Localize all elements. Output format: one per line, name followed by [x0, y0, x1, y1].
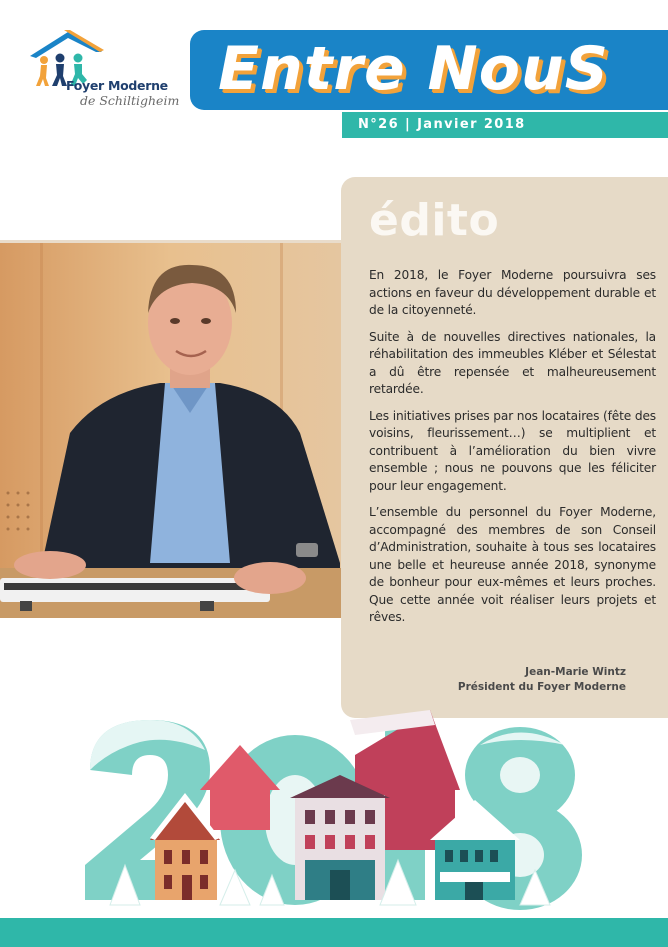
foyer-moderne-logo: [30, 28, 180, 118]
masthead-banner: [190, 30, 668, 110]
logo-name: Foyer Moderne: [66, 78, 168, 93]
edito-body: [369, 267, 656, 636]
edito-heading: édito: [369, 195, 500, 246]
signature-name: Jean-Marie Wintz: [525, 666, 626, 678]
president-photo: [0, 240, 341, 618]
issue-number: N°26 | Janvier 2018: [358, 117, 526, 132]
footer-bar: [0, 918, 668, 947]
edito-paragraph: Les initiatives prises par nos locataires (fête des voisins, fleurissement…) se multiplient et contribuent à l’amélioration du bien vivre ensemble ; nous ne pouvons que les féliciter pour leur engagement.: [369, 408, 656, 493]
edito-paragraph: L’ensemble du personnel du Foyer Moderne, accompagné des membres de son Conseil d’Administration, souhaite à tous ses locataires une belle et heureuse année 2018, synonyme de bonheur pour eux-mêmes et leurs proches. Que cette année voit réaliser leurs projets et rêves.: [369, 505, 656, 624]
edito-paragraph: Suite à de nouvelles directives nationales, la réhabilitation des immeubles Kléber et Sélestat a dû être repensée et malheureusement retardée.: [369, 329, 656, 396]
signature-title: Président du Foyer Moderne: [457, 681, 626, 693]
issue-bar: [342, 112, 668, 138]
year-2018-illustration: [80, 700, 600, 915]
edito-box: [341, 177, 668, 718]
signature: [458, 665, 626, 695]
logo-city: de Schiltigheim: [80, 93, 180, 108]
edito-paragraph: En 2018, le Foyer Moderne poursuivra ses actions en faveur du développement durable et de la citoyenneté.: [369, 268, 656, 317]
newsletter-title: Entre NouS: [218, 34, 609, 104]
